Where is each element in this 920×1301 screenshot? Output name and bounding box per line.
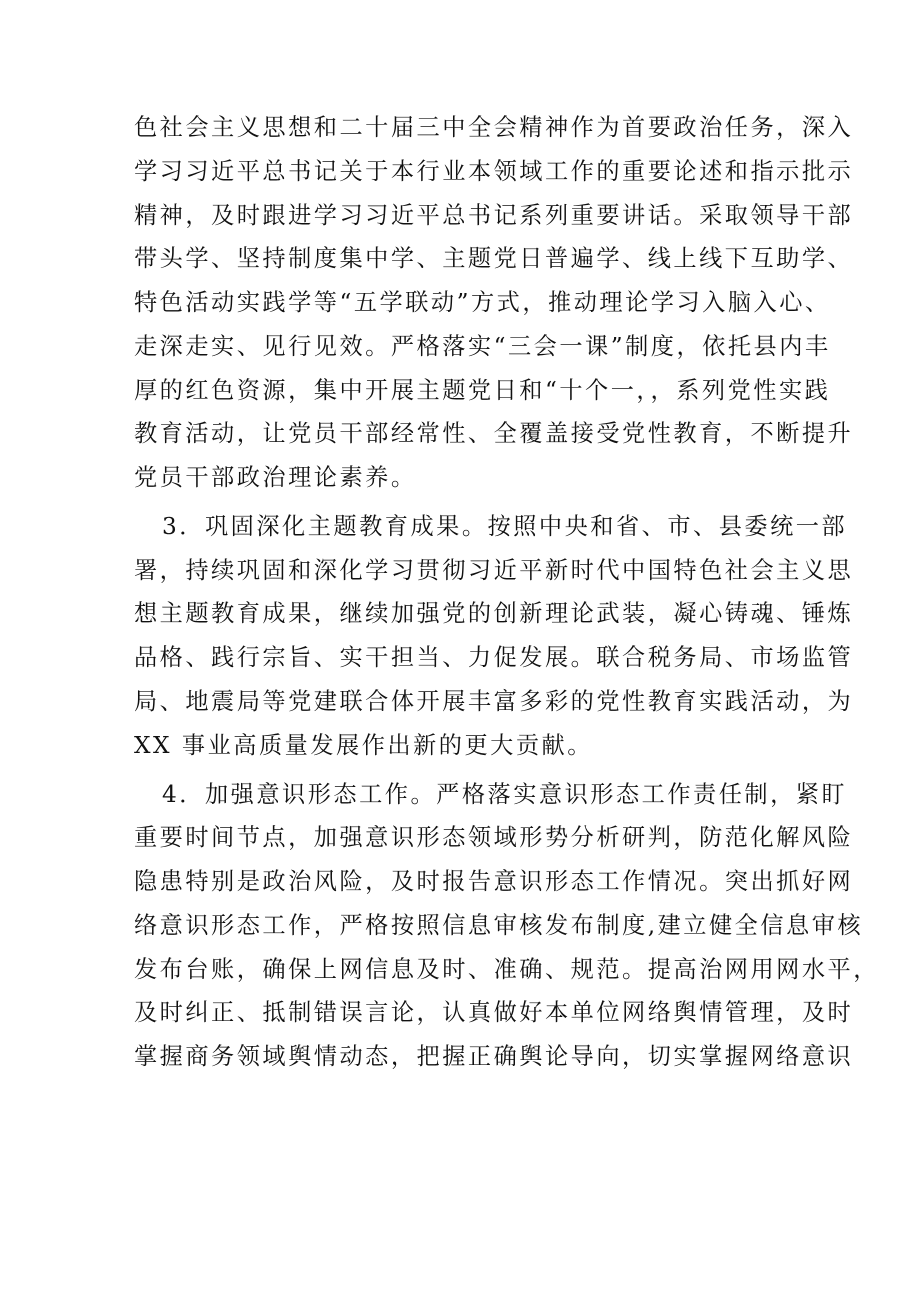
paragraph-line: 学习习近平总书记关于本行业本领域工作的重要论述和指示批示	[134, 158, 854, 185]
section-3-heading-line: 3．巩固深化主题教育成果。按照中央和省、市、县委统一部	[162, 513, 848, 540]
paragraph-line: 络意识形态工作，严格按照信息审核发布制度,建立健全信息审核	[134, 912, 864, 939]
paragraph-line: XX 事业高质量发展作出新的更大贡献。	[134, 732, 593, 759]
paragraph-line: 特色活动实践学等“五学联动”方式，推动理论学习入脑入心、	[134, 289, 831, 316]
paragraph-line: 走深走实、见行见效。严格落实“三会一课”制度，依托县内丰	[134, 333, 831, 360]
paragraph-line: 精神，及时跟进学习习近平总书记系列重要讲话。采取领导干部	[134, 202, 854, 229]
paragraph-line: 厚的红色资源，集中开展主题党日和“十个一，，系列党性实践	[134, 377, 831, 404]
paragraph-line: 想主题教育成果，继续加强党的创新理论武装，凝心铸魂、锤炼	[134, 600, 854, 627]
paragraph-line: 教育活动，让党员干部经常性、全覆盖接受党性教育，不断提升	[134, 420, 854, 447]
paragraph-line: 品格、践行宗旨、实干担当、力促发展。联合税务局、市场监管	[134, 644, 854, 671]
paragraph-line: 局、地震局等党建联合体开展丰富多彩的党性教育实践活动，为	[134, 688, 854, 715]
paragraph-line: 及时纠正、抵制错误言论，认真做好本单位网络舆情管理，及时	[134, 999, 854, 1026]
section-4-heading-line: 4．加强意识形态工作。严格落实意识形态工作责任制，紧盯	[162, 781, 848, 808]
paragraph-line: 掌握商务领域舆情动态，把握正确舆论导向，切实掌握网络意识	[134, 1043, 854, 1070]
paragraph-line: 带头学、坚持制度集中学、主题党日普遍学、线上线下互助学、	[134, 245, 854, 272]
paragraph-line: 发布台账，确保上网信息及时、准确、规范。提高治网用网水平，	[134, 956, 879, 983]
paragraph-line: 重要时间节点，加强意识形态领域形势分析研判，防范化解风险	[134, 824, 854, 851]
paragraph-line: 隐患特别是政治风险，及时报告意识形态工作情况。突出抓好网	[134, 868, 854, 895]
paragraph-line: 党员干部政治理论素养。	[134, 464, 417, 491]
paragraph-line: 色社会主义思想和二十届三中全会精神作为首要政治任务，深入	[134, 114, 854, 141]
paragraph-line: 署，持续巩固和深化学习贯彻习近平新时代中国特色社会主义思	[134, 557, 854, 584]
